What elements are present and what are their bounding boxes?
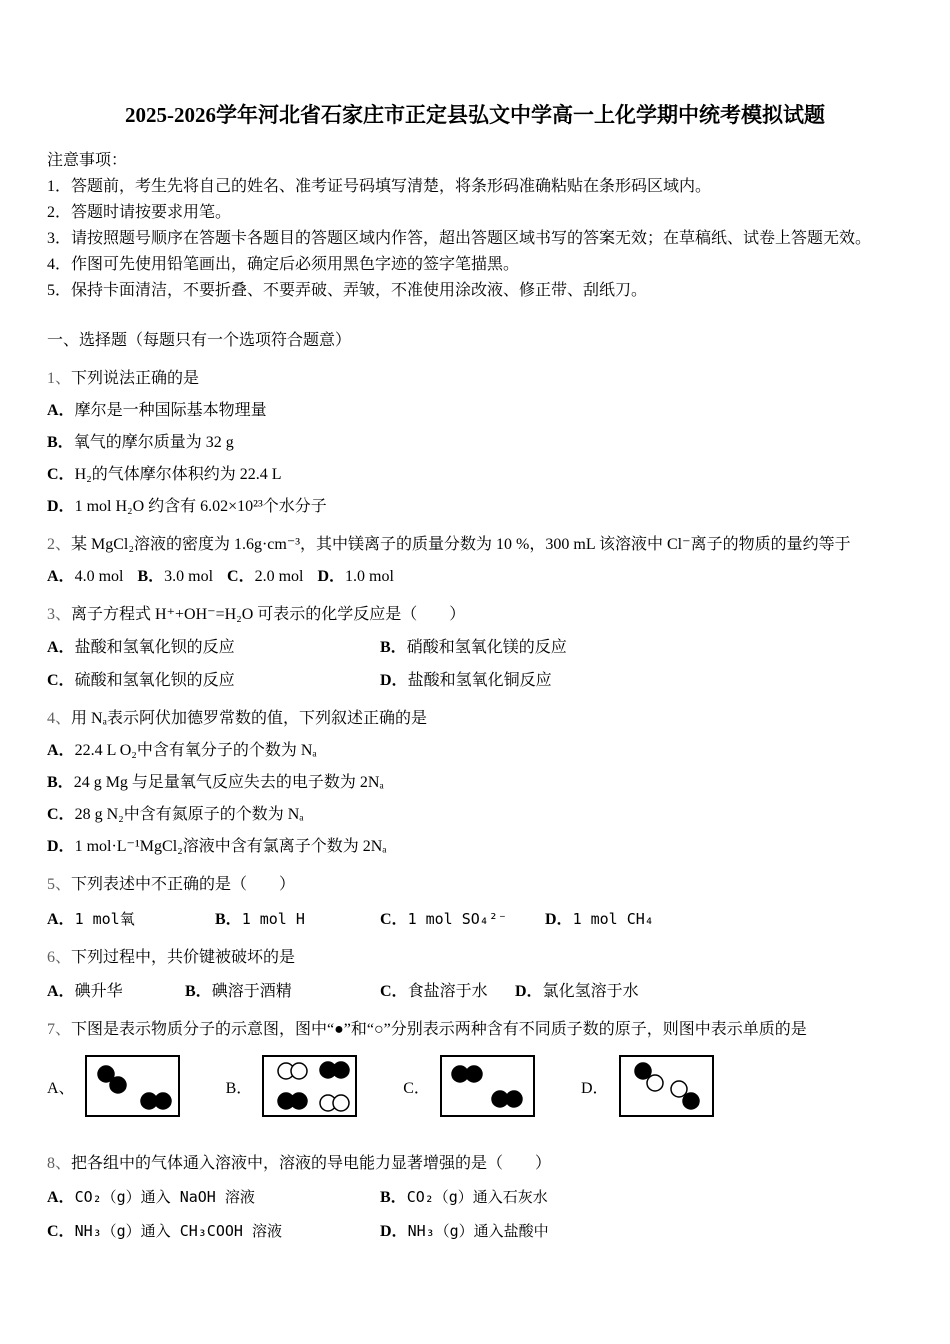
option-text: 1 mol H₂O 约含有 6.02×10²³个水分子 bbox=[74, 498, 327, 515]
question-4 bbox=[47, 706, 903, 860]
question-stem bbox=[47, 706, 903, 732]
option-text: 1 mol SO₄²⁻ bbox=[407, 910, 507, 928]
option-label: D． bbox=[47, 838, 75, 855]
option-a bbox=[47, 402, 267, 419]
option-row bbox=[47, 834, 903, 860]
question-stem-text: 用 Nₐ表示阿伏加德罗常数的值，下列叙述正确的是 bbox=[71, 710, 427, 727]
molecule-diagram-b bbox=[262, 1055, 357, 1117]
option-text: 硫酸和氢氧化钡的反应 bbox=[74, 672, 235, 689]
notice-item-3: 3．请按照题号顺序在答题卡各题目的答题区域内作答，超出答题区域书写的答案无效；在草稿纸、试卷上答题无效。 bbox=[47, 230, 872, 247]
option-text: 碘溶于酒精 bbox=[211, 983, 292, 1000]
option-row bbox=[47, 738, 903, 764]
notice-item-2: 2．答题时请按要求用笔。 bbox=[47, 204, 232, 221]
option-text: 硝酸和氢氧化镁的反应 bbox=[406, 639, 567, 656]
option-d bbox=[47, 498, 327, 515]
option-c bbox=[47, 806, 304, 823]
option-label: D． bbox=[515, 983, 543, 1000]
notice-item-5: 5．保持卡面清洁，不要折叠、不要弄破、弄皱，不准使用涂改液、修正带、刮纸刀。 bbox=[47, 282, 648, 299]
question-stem bbox=[47, 602, 903, 628]
option-row bbox=[47, 430, 903, 456]
diagram-label: D． bbox=[580, 1079, 609, 1097]
option-text: H₂的气体摩尔体积约为 22.4 L bbox=[74, 466, 282, 483]
option-label: D． bbox=[380, 1223, 408, 1240]
option-text: NH₃（g）通入 CH₃COOH 溶液 bbox=[74, 1222, 282, 1240]
option-label: C． bbox=[380, 911, 408, 928]
option-label: C． bbox=[47, 466, 75, 483]
option-text: 28 g N₂中含有氮原子的个数为 Nₐ bbox=[74, 806, 304, 823]
question-stem bbox=[47, 1017, 903, 1043]
question-stem-text: 下列说法正确的是 bbox=[71, 370, 200, 387]
option-c bbox=[47, 466, 281, 483]
option-b bbox=[185, 979, 380, 1005]
option-c bbox=[380, 906, 545, 933]
question-stem-text: 下列过程中，共价键被破坏的是 bbox=[71, 949, 296, 966]
option-d bbox=[380, 1218, 903, 1245]
diagram-label: A、 bbox=[47, 1079, 75, 1097]
molecule-diagram-a bbox=[85, 1055, 180, 1117]
notice-item-1: 1．答题前，考生先将自己的姓名、准考证号码填写清楚，将条形码准确粘贴在条形码区域内。 bbox=[47, 178, 712, 195]
option-label: A． bbox=[47, 742, 75, 759]
question-1 bbox=[47, 366, 903, 520]
option-a bbox=[47, 906, 215, 933]
question-stem-text: 下图是表示物质分子的示意图，图中“●”和“○”分别表示两种含有不同质子数的原子，则图中表示单质的是 bbox=[71, 1021, 807, 1038]
option-label: B． bbox=[47, 774, 74, 791]
question-5 bbox=[47, 872, 903, 933]
option-text: 1 mol氧 bbox=[74, 910, 135, 928]
option-label: A． bbox=[47, 911, 75, 928]
question-6 bbox=[47, 945, 903, 1005]
option-text: 1.0 mol bbox=[345, 568, 394, 585]
option-label: C． bbox=[227, 568, 255, 585]
option-text: 盐酸和氢氧化钡的反应 bbox=[74, 639, 235, 656]
option-b bbox=[47, 434, 234, 451]
question-stem bbox=[47, 532, 903, 558]
diagram-label: B． bbox=[225, 1079, 253, 1097]
question-number: 3、 bbox=[47, 606, 72, 623]
option-text: 碘升华 bbox=[74, 983, 123, 1000]
question-8 bbox=[47, 1151, 903, 1245]
option-label: B． bbox=[137, 568, 165, 585]
question-2 bbox=[47, 532, 903, 590]
option-c bbox=[47, 1218, 380, 1245]
diagram-item-b bbox=[226, 1055, 358, 1117]
option-text: 盐酸和氢氧化铜反应 bbox=[407, 672, 552, 689]
option-row bbox=[47, 564, 903, 590]
option-row bbox=[47, 802, 903, 828]
option-label: B． bbox=[380, 1189, 407, 1206]
option-a bbox=[47, 1184, 380, 1211]
option-grid bbox=[47, 979, 903, 1005]
option-label: C． bbox=[380, 983, 408, 1000]
question-stem-text: 某 MgCl₂溶液的密度为 1.6g·cm⁻³，其中镁离子的质量分数为 10 %，300 mL 该溶液中 Cl⁻离子的物质的量约等于 bbox=[71, 536, 851, 553]
option-d bbox=[380, 668, 903, 694]
option-row bbox=[47, 398, 903, 424]
question-stem-text: 把各组中的气体通入溶液中，溶液的导电能力显著增强的是（ ） bbox=[71, 1155, 552, 1172]
diagram-item-c bbox=[403, 1055, 535, 1117]
option-text: 4.0 mol bbox=[74, 568, 124, 585]
option-text: 3.0 mol bbox=[164, 568, 214, 585]
option-text: 22.4 L O₂中含有氧分子的个数为 Nₐ bbox=[74, 742, 317, 759]
option-label: C． bbox=[47, 806, 75, 823]
diagram-item-a bbox=[47, 1055, 180, 1117]
option-text: 1 mol H bbox=[241, 910, 305, 928]
option-a bbox=[47, 742, 317, 759]
option-label: A． bbox=[47, 402, 75, 419]
option-a bbox=[47, 564, 123, 590]
option-label: C． bbox=[47, 672, 75, 689]
diagram-label: C． bbox=[403, 1079, 430, 1097]
option-label: C． bbox=[47, 1223, 75, 1240]
question-number: 6、 bbox=[47, 949, 72, 966]
diagram-item-d bbox=[581, 1055, 714, 1117]
option-label: D． bbox=[545, 911, 573, 928]
option-b bbox=[380, 1184, 903, 1211]
option-b bbox=[215, 906, 380, 933]
option-row bbox=[47, 494, 903, 520]
option-label: A． bbox=[47, 639, 75, 656]
option-text: 2.0 mol bbox=[254, 568, 304, 585]
option-label: A． bbox=[47, 983, 75, 1000]
question-stem bbox=[47, 1151, 903, 1177]
option-b bbox=[137, 564, 213, 590]
option-d bbox=[545, 906, 903, 933]
question-number: 1、 bbox=[47, 370, 72, 387]
option-label: B． bbox=[380, 639, 407, 656]
option-b bbox=[47, 774, 384, 791]
option-a bbox=[47, 979, 185, 1005]
option-d bbox=[47, 838, 387, 855]
option-text: 食盐溶于水 bbox=[407, 983, 488, 1000]
option-label: A． bbox=[47, 568, 75, 585]
option-label: D． bbox=[317, 568, 346, 585]
question-stem-text: 离子方程式 H⁺+OH⁻=H₂O 可表示的化学反应是（ ） bbox=[71, 606, 466, 623]
option-text: 氯化氢溶于水 bbox=[542, 983, 639, 1000]
page-title: 2025-2026学年河北省石家庄市正定县弘文中学高一上化学期中统考模拟试题 bbox=[125, 103, 825, 127]
option-d bbox=[317, 564, 393, 590]
notice-heading: 注意事项： bbox=[47, 152, 128, 169]
question-number: 7、 bbox=[47, 1021, 72, 1038]
option-b bbox=[380, 635, 903, 661]
option-text: 24 g Mg 与足量氧气反应失去的电子数为 2Nₐ bbox=[73, 774, 384, 791]
option-label: B． bbox=[215, 911, 242, 928]
molecule-diagram-row bbox=[47, 1055, 903, 1117]
notice-section bbox=[47, 148, 903, 304]
question-number: 5、 bbox=[47, 876, 72, 893]
option-text: 氧气的摩尔质量为 32 g bbox=[73, 434, 234, 451]
molecule-diagram-c bbox=[440, 1055, 535, 1117]
option-text: 摩尔是一种国际基本物理量 bbox=[74, 402, 267, 419]
option-label: D． bbox=[47, 498, 75, 515]
option-text: CO₂（g）通入 NaOH 溶液 bbox=[74, 1188, 255, 1206]
option-label: B． bbox=[185, 983, 212, 1000]
notice-item-4: 4．作图可先使用铅笔画出，确定后必须用黑色字迹的签字笔描黑。 bbox=[47, 256, 520, 273]
option-c bbox=[47, 668, 380, 694]
question-stem bbox=[47, 872, 903, 898]
option-row bbox=[47, 770, 903, 796]
option-grid bbox=[47, 635, 903, 694]
option-c bbox=[380, 979, 515, 1005]
option-label: D． bbox=[380, 672, 408, 689]
option-row bbox=[47, 462, 903, 488]
option-text: CO₂（g）通入石灰水 bbox=[406, 1188, 548, 1206]
question-number: 2、 bbox=[47, 536, 72, 553]
question-7 bbox=[47, 1017, 903, 1117]
molecule-diagram-d bbox=[619, 1055, 714, 1117]
option-d bbox=[515, 979, 903, 1005]
option-text: 1 mol CH₄ bbox=[572, 910, 654, 928]
question-number: 8、 bbox=[47, 1155, 72, 1172]
question-3 bbox=[47, 602, 903, 694]
question-stem-text: 下列表述中不正确的是（ ） bbox=[71, 876, 296, 893]
option-label: B． bbox=[47, 434, 74, 451]
option-c bbox=[227, 564, 303, 590]
question-number: 4、 bbox=[47, 710, 72, 727]
option-grid bbox=[47, 1184, 903, 1245]
question-stem bbox=[47, 945, 903, 971]
section-heading: 一、选择题（每题只有一个选项符合题意） bbox=[47, 332, 352, 349]
option-a bbox=[47, 635, 380, 661]
option-label: A． bbox=[47, 1189, 75, 1206]
option-grid bbox=[47, 906, 903, 933]
option-text: 1 mol·L⁻¹MgCl₂溶液中含有氯离子个数为 2Nₐ bbox=[74, 838, 387, 855]
question-stem bbox=[47, 366, 903, 392]
option-text: NH₃（g）通入盐酸中 bbox=[407, 1222, 549, 1240]
